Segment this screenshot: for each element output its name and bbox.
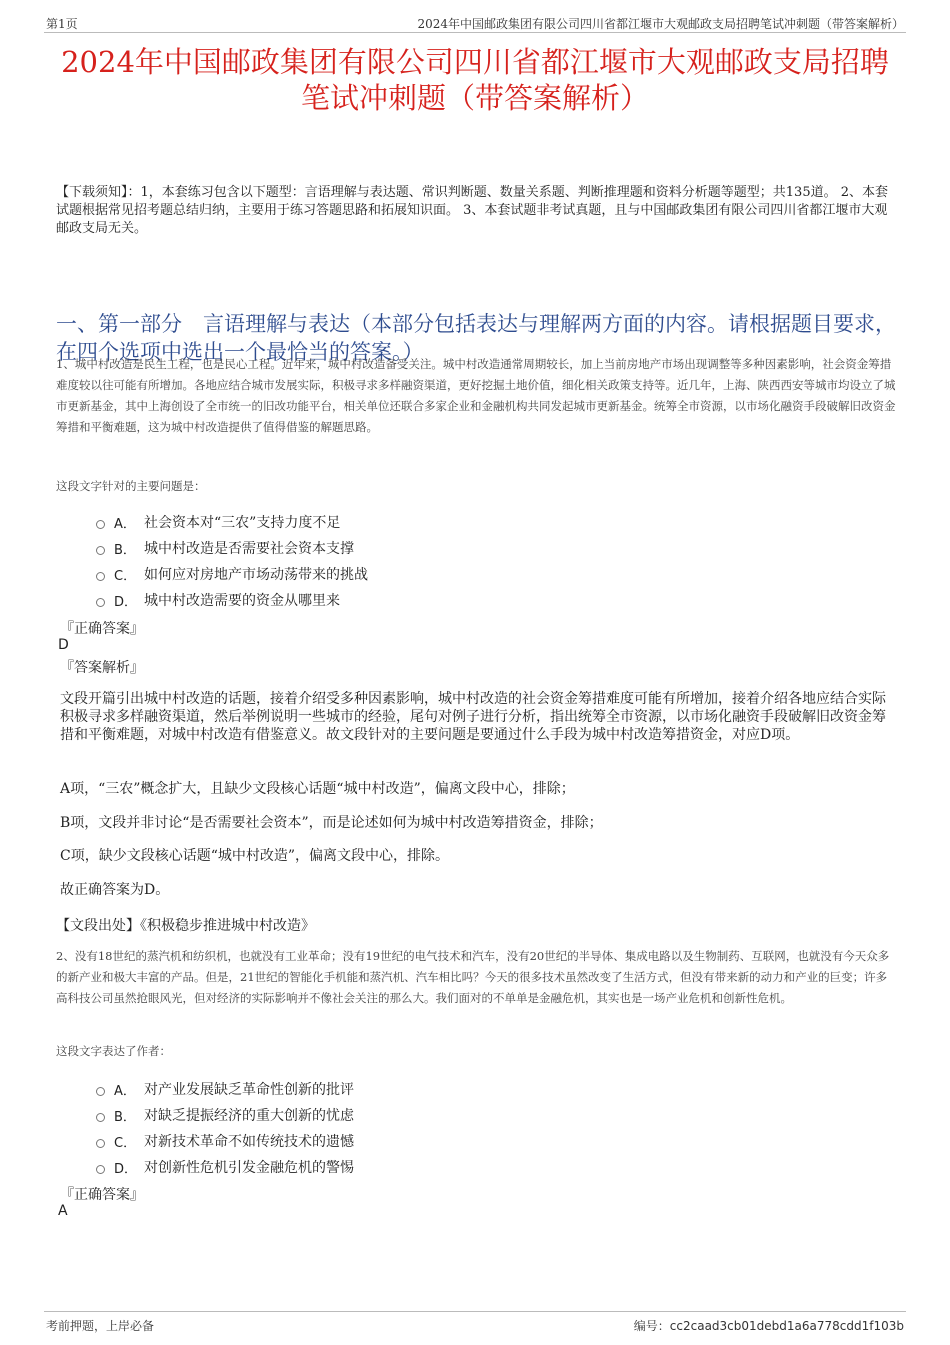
option-c[interactable]: C． 对新技术革命不如传统技术的遗憾	[96, 1128, 796, 1154]
radio-icon[interactable]	[96, 572, 105, 581]
correct-answer-value: A	[58, 1203, 68, 1219]
radio-icon[interactable]	[96, 520, 105, 529]
correct-answer-label: 『正确答案』	[60, 1187, 144, 1203]
question-2-text: 2、没有18世纪的蒸汽机和纺织机，也就没有工业革命；没有19世纪的电气技术和汽车，没有20世纪的半导体、集成电路以及生物制药、互联网，也就没有今天众多的新产业和极大丰富的产品。但是，21世纪的智能化手机能和蒸汽机、汽车相比吗？今天的很多技术虽然改变了生活方式，但没有带来新的动力和产业的巨变；许多高科技公司虽然抢眼风光，但对经济的实际影响并不像社会关注的那么大。我们面对的不单单是金融危机，其实也是一场产业危机和创新性危机。	[56, 949, 890, 1005]
option-a[interactable]: A． 社会资本对“三农”支持力度不足	[96, 509, 796, 535]
radio-icon[interactable]	[96, 1087, 105, 1096]
radio-icon[interactable]	[96, 1139, 105, 1148]
running-title: 2024年中国邮政集团有限公司四川省都江堰市大观邮政支局招聘笔试冲刺题（带答案解析）	[417, 17, 904, 31]
document-title: 2024年中国邮政集团有限公司四川省都江堰市大观邮政支局招聘笔试冲刺题（带答案解析）	[61, 45, 889, 115]
question-2-options	[96, 1076, 796, 1180]
passage-source: 【文段出处】《积极稳步推进城中村改造》	[56, 918, 315, 934]
footer-slogan: 考前押题，上岸必备	[46, 1319, 155, 1333]
option-b[interactable]: B． 对缺乏提振经济的重大创新的忧虑	[96, 1102, 796, 1128]
download-notice: 【下载须知】：1，本套练习包含以下题型：言语理解与表达题、常识判断题、数量关系题、判断推理题和资料分析题等题型；共135道。 2、本套试题根据常见招考题总结归纳，主要用于练习答题思路和拓展知识面。 3、本套试题非考试真题，且与中国邮政集团有限公司四川省都江堰市大观邮政支局无关。	[56, 185, 888, 236]
analysis-paragraph: 文段开篇引出城中村改造的话题，接着介绍受多种因素影响，城中村改造的社会资金筹措难度可能有所增加，接着介绍各地应结合实际积极寻求多样融资渠道，然后举例说明一些城市的经验，尾句对例子进行分析，指出统筹全市资源，以市场化融资手段破解旧改资金筹措和平衡难题，对城中村改造有借鉴意义。故文段针对的主要问题是要通过什么手段为城中村改造筹措资金，对应D项。	[60, 691, 886, 743]
radio-icon[interactable]	[96, 598, 105, 607]
option-a[interactable]: A． 对产业发展缺乏革命性创新的批评	[96, 1076, 796, 1102]
radio-icon[interactable]	[96, 1165, 105, 1174]
analysis-label: 『答案解析』	[60, 660, 144, 676]
page-footer	[44, 1311, 906, 1334]
document-code: 编号：cc2caad3cb01debd1a6a778cdd1f103b	[633, 1319, 904, 1333]
question-1-options	[96, 509, 796, 613]
analysis-paragraph: A项，“三农”概念扩大，且缺少文段核心话题“城中村改造”，偏离文段中心，排除；	[60, 781, 575, 797]
radio-icon[interactable]	[96, 546, 105, 555]
page-header	[44, 12, 906, 33]
option-b[interactable]: B． 城中村改造是否需要社会资本支撑	[96, 535, 796, 561]
option-d[interactable]: D． 对创新性危机引发金融危机的警惕	[96, 1154, 796, 1180]
radio-icon[interactable]	[96, 1113, 105, 1122]
question-1-prompt: 这段文字针对的主要问题是：	[56, 479, 206, 493]
option-d[interactable]: D． 城中村改造需要的资金从哪里来	[96, 587, 796, 613]
section-title: 一、第一部分 言语理解与表达（本部分包括表达与理解两方面的内容。请根据题目要求，在四个选项中选出一个最恰当的答案。）	[56, 312, 896, 364]
analysis-paragraph: C项，缺少文段核心话题“城中村改造”，偏离文段中心，排除。	[60, 848, 450, 864]
analysis-paragraph: B项，文段并非讨论“是否需要社会资本”，而是论述如何为城中村改造筹措资金，排除；	[60, 815, 603, 831]
option-c[interactable]: C． 如何应对房地产市场动荡带来的挑战	[96, 561, 796, 587]
correct-answer-label: 『正确答案』	[60, 621, 144, 637]
correct-answer-value: D	[58, 637, 69, 653]
analysis-paragraph: 故正确答案为D。	[60, 882, 170, 898]
question-2-prompt: 这段文字表达了作者：	[56, 1044, 171, 1058]
page-number: 第1页	[46, 17, 78, 31]
question-1-text: 1、城中村改造是民生工程，也是民心工程。近年来，城中村改造备受关注。城中村改造通常周期较长，加上当前房地产市场出现调整等多种因素影响，社会资金筹措难度较以往可能有所增加。各地应结合城市发展实际，积极寻求多样融资渠道，更好挖掘土地价值，细化相关政策支持等。近几年，上海、陕西西安等城市均设立了城市更新基金，其中上海创设了全市统一的旧改功能平台，相关单位还联合多家企业和金融机构共同发起城市更新基金。统筹全市资源，以市场化融资手段破解旧改资金筹措和平衡难题，这为城中村改造提供了值得借鉴的解题思路。	[56, 357, 896, 434]
